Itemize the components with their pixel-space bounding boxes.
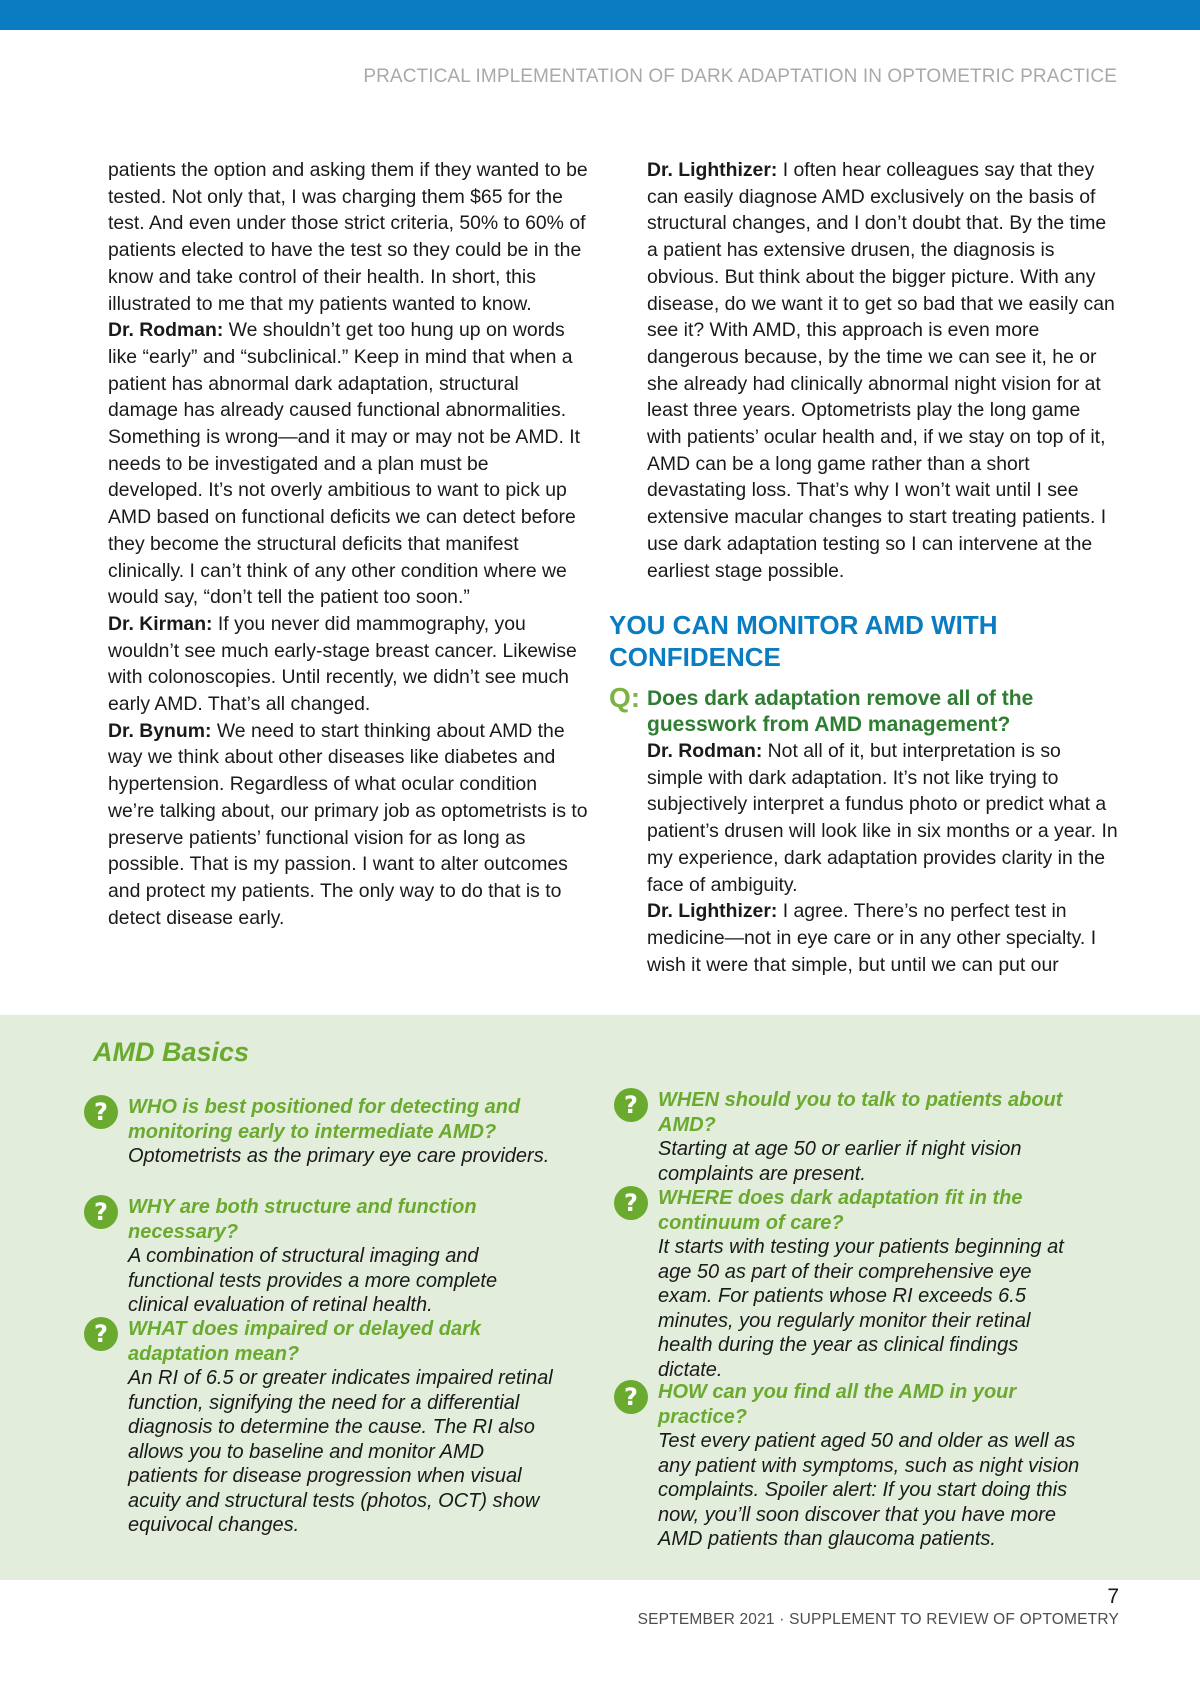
paragraph: patients the option and asking them if they wanted to be tested. Not only that, I was charging them $65 for the test. And even under those strict criteria, 50% to 60% of patients elected to have the test so they could be in the know and take control of their health. In short, this illustrated to me that my patients wanted to know. xyxy=(108,159,588,315)
faq-answer: Starting at age 50 or earlier if night vision complaints are present. xyxy=(658,1138,1022,1185)
q-marker: Q: xyxy=(609,682,641,713)
speaker-text: We shouldn’t get too hung up on words like “early” and “subclinical.” Keep in mind that when a patient has abnormal dark adaptation, structural damage has already caused functional abnormalities. Something is wrong—and it may or may not be AMD. It needs to be investigated and a plan must be developed. It’s not overly ambitious to want to pick up AMD based on functional deficits we can detect before they become the structural deficits that manifest clinically. I can’t think of any other condition where we would say, “don’t tell the patient too soon.” xyxy=(108,319,581,609)
question-block xyxy=(609,682,1121,978)
paragraph xyxy=(647,898,1121,978)
publication-footer: SEPTEMBER 2021 · SUPPLEMENT TO REVIEW OF OPTOMETRY xyxy=(637,1611,1119,1628)
paragraph xyxy=(108,718,588,932)
amd-basics-title: AMD Basics xyxy=(93,1037,250,1067)
speaker-name: Dr. Kirman: xyxy=(108,612,213,635)
question-text: Does dark adaptation remove all of the guesswork from AMD management? xyxy=(647,687,1034,736)
paragraph xyxy=(647,157,1117,584)
faq-answer: Test every patient aged 50 and older as well as any patient with symptoms, such as night vision complaints. Spoiler alert: If you start doing this now, you’ll soon discover that you have more AMD patients than glaucoma patients. xyxy=(658,1430,1080,1550)
faq-question: WHO is best positioned for detecting and monitoring early to intermediate AMD? xyxy=(128,1096,521,1143)
faq-question: WHERE does dark adaptation fit in the continuum of care? xyxy=(658,1187,1023,1234)
speaker-text: We need to start thinking about AMD the way we think about other diseases like diabetes and hypertension. Regardless of what ocular condition we’re talking about, our primary job as optometrists is to preserve patients’ functional vision for as long as possible. That is my passion. I want to alter outcomes and protect my patients. The only way to do that is to detect disease early. xyxy=(108,719,588,929)
right-column-top xyxy=(647,157,1117,584)
speaker-text: I often hear colleagues say that they can easily diagnose AMD exclusively on the basis of structural changes, and I don’t doubt that. By the time a patient has extensive drusen, the diagnosis is obvious. But think about the bigger picture. With any disease, do we want it to get so bad that we easily can see it? With AMD, this approach is even more dangerous because, by the time we can see it, he or she already had clinically abnormal night vision for at least three years. Optometrists play the long game with patients’ ocular health and, if we stay on top of it, AMD can be a long game rather than a short devastating loss. That’s why I won’t wait until I see extensive macular changes to start treating patients. I use dark adaptation testing so I can intervene at the earliest stage possible. xyxy=(647,159,1115,582)
faq-question: HOW can you find all the AMD in your practice? xyxy=(658,1381,1017,1428)
faq-answer: An RI of 6.5 or greater indicates impaired retinal function, signifying the need for a differential diagnosis to determine the cause. The RI also allows you to baseline and monitor AMD patients for disease progression when visual acuity and structural tests (photos, OCT) show equivocal changes. xyxy=(128,1367,553,1536)
speaker-name: Dr. Bynum: xyxy=(108,719,212,742)
running-head: PRACTICAL IMPLEMENTATION OF DARK ADAPTATION IN OPTOMETRIC PRACTICE xyxy=(363,66,1117,87)
section-heading: YOU CAN MONITOR AMD WITH CONFIDENCE xyxy=(609,610,998,672)
faq-item-why xyxy=(84,1195,554,1318)
question-circle-icon: ? xyxy=(614,1380,648,1414)
speaker-name: Dr. Rodman: xyxy=(647,740,763,762)
faq-item-what xyxy=(84,1317,554,1538)
speaker-name: Dr. Rodman: xyxy=(108,319,224,342)
question-circle-icon: ? xyxy=(84,1317,118,1351)
faq-question: WHEN should you to talk to patients about AMD? xyxy=(658,1089,1063,1136)
paragraph xyxy=(647,738,1121,898)
question-circle-icon: ? xyxy=(614,1186,648,1220)
page-number: 7 xyxy=(1107,1585,1119,1608)
speaker-text: Not all of it, but interpretation is so simple with dark adaptation. It’s not like trying to subjectively interpret a fundus photo or predict what a patient’s drusen will look like in six months or a year. In my experience, dark adaptation provides clarity in the face of ambiguity. xyxy=(647,740,1118,896)
question-circle-icon: ? xyxy=(614,1088,648,1122)
speaker-text: If you never did mammography, you wouldn’t see much early-stage breast cancer. Likewise with colonoscopies. Until recently, we didn’t see much early AMD. That’s all changed. xyxy=(108,612,577,716)
faq-item-when xyxy=(614,1088,1084,1186)
faq-answer: Optometrists as the primary eye care providers. xyxy=(128,1145,550,1167)
paragraph xyxy=(108,317,588,611)
question-circle-icon: ? xyxy=(84,1195,118,1229)
question-circle-icon: ? xyxy=(84,1095,118,1129)
speaker-name: Dr. Lighthizer: xyxy=(647,900,778,923)
left-column xyxy=(108,157,588,931)
speaker-text: I agree. There’s no perfect test in medicine—not in eye care or in any other specialty. I wish it were that simple, but until we can put our xyxy=(647,900,1097,976)
faq-answer: It starts with testing your patients beginning at age 50 as part of their comprehensive eye exam. For patients whose RI exceeds 6.5 minutes, you regularly monitor their retinal health during the year as clinical findings dictate. xyxy=(658,1236,1064,1381)
faq-item-how xyxy=(614,1380,1084,1552)
faq-question: WHY are both structure and function necessary? xyxy=(128,1196,477,1243)
faq-answer: A combination of structural imaging and functional tests provides a more complete clinical evaluation of retinal health. xyxy=(128,1245,498,1316)
paragraph xyxy=(108,611,588,718)
amd-basics-box xyxy=(0,1015,1200,1580)
top-color-bar xyxy=(0,0,1200,30)
faq-item-who xyxy=(84,1095,554,1169)
speaker-name: Dr. Lighthizer: xyxy=(647,159,778,181)
faq-item-where xyxy=(614,1186,1084,1382)
answer-body xyxy=(647,738,1121,978)
faq-question: WHAT does impaired or delayed dark adaptation mean? xyxy=(128,1318,482,1365)
